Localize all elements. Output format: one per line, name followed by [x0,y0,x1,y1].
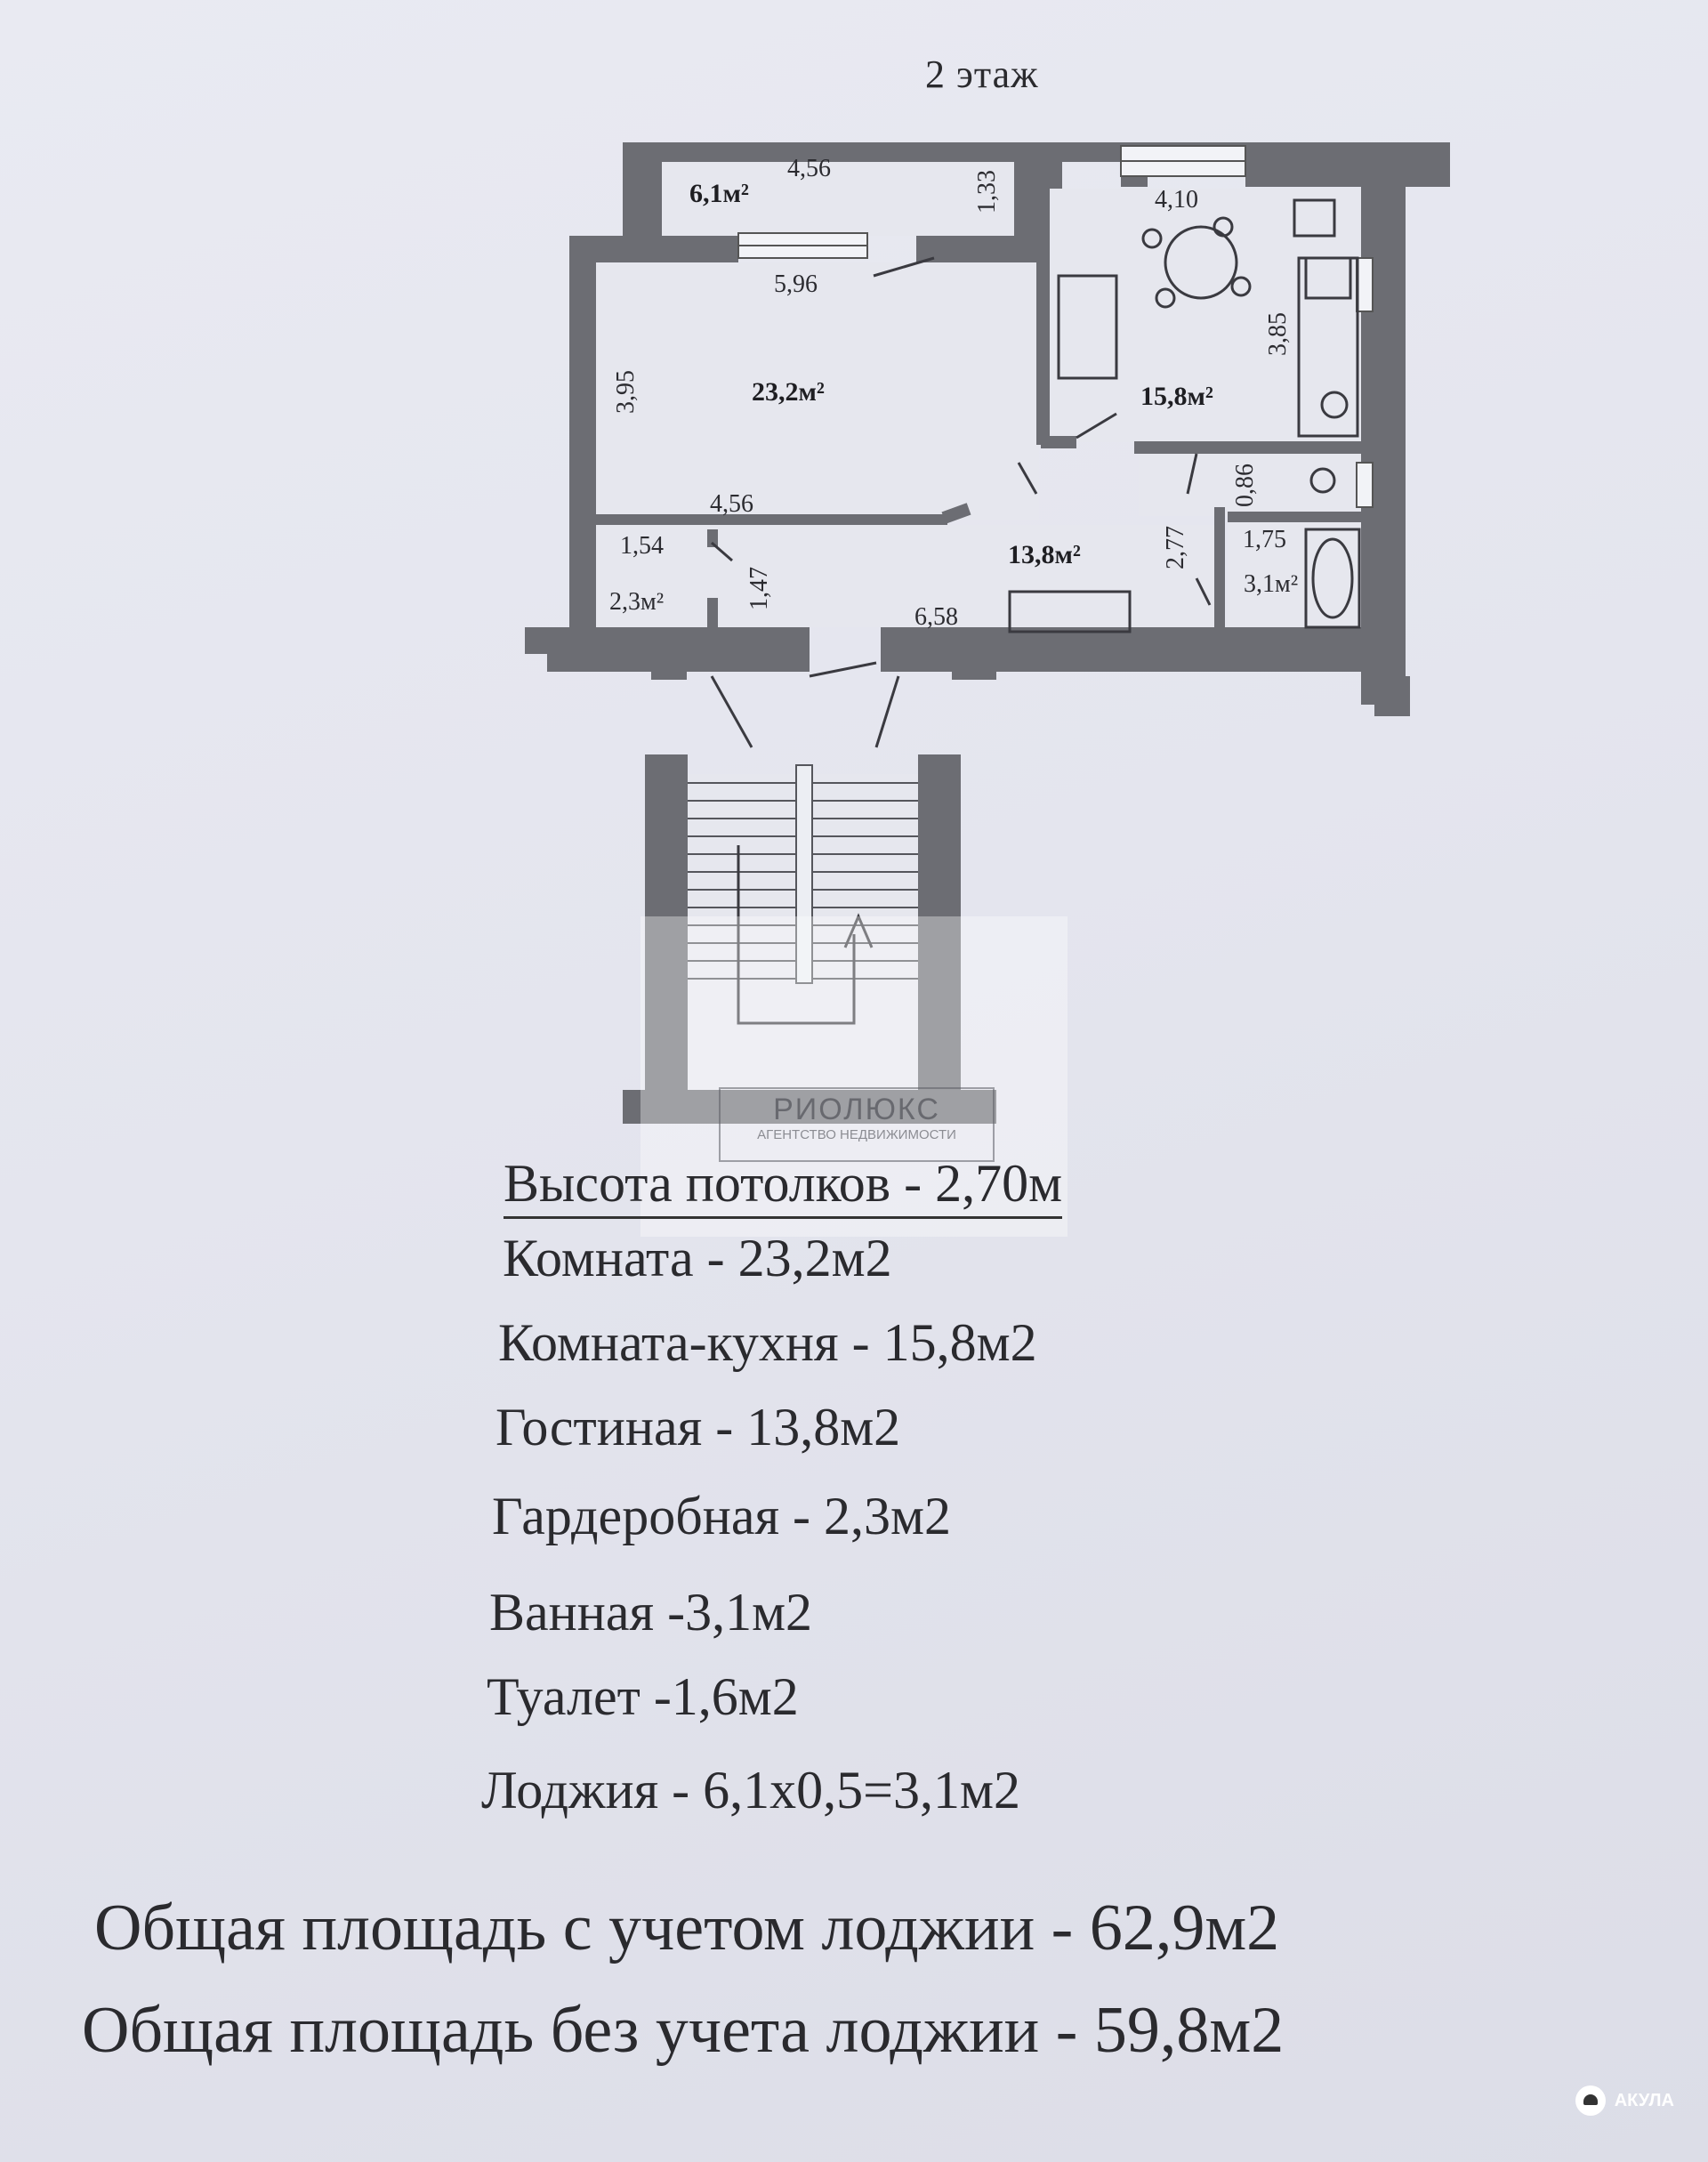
area-living: 23,2м² [752,377,825,407]
dim-loggia-len: 4,56 [787,155,831,182]
dim-wardrobe-w: 1,54 [620,532,664,560]
dim-kitchen-side: 3,85 [1264,312,1292,356]
room-line: Гостиная - 13,8м2 [495,1398,901,1456]
room-line: Комната-кухня - 15,8м2 [498,1313,1037,1372]
area-wardrobe: 2,3м² [609,588,665,616]
dim-living-top: 5,96 [774,270,818,298]
total-with-loggia: Общая площадь с учетом лоджии - 62,9м2 [94,1892,1280,1964]
dim-living-side: 3,95 [612,370,640,414]
ceiling-height: Высота потолков - 2,70м [504,1153,1062,1219]
watermark-subtitle: АГЕНТСТВО НЕДВИЖИМОСТИ [757,1127,956,1142]
total-without-loggia: Общая площадь без учета лоджии - 59,8м2 [82,1994,1285,2067]
area-bath: 3,1м² [1244,570,1299,598]
area-hall: 13,8м² [1008,540,1081,569]
floor-label: 2 этаж [925,52,1039,96]
akula-logo-text: АКУЛА [1614,2090,1674,2110]
dim-wc-h: 0,86 [1231,464,1259,507]
agency-watermark [719,1087,995,1162]
shark-icon [1575,2085,1606,2116]
room-line: Комната - 23,2м2 [503,1229,892,1287]
akula-logo [1575,2085,1674,2116]
area-kitchen: 15,8м² [1140,382,1213,411]
dim-living-bottom: 4,56 [710,490,753,518]
dim-hall-side: 2,77 [1162,526,1189,569]
dim-hall-bottom: 6,58 [914,603,958,631]
watermark-name: РИОЛЮКС [773,1093,940,1126]
area-loggia: 6,1м² [689,179,749,208]
rooms [596,162,1361,627]
room-line: Ванная -3,1м2 [489,1583,813,1642]
room-line: Гардеробная - 2,3м2 [492,1487,952,1545]
dim-kitchen-top: 4,10 [1155,186,1198,214]
dim-bath-w: 1,75 [1243,526,1286,553]
room-line: Туалет -1,6м2 [487,1667,799,1726]
room-line: Лоджия - 6,1х0,5=3,1м2 [481,1761,1020,1819]
dim-loggia-h: 1,33 [973,170,1001,214]
dim-wardrobe-h: 1,47 [745,567,773,610]
